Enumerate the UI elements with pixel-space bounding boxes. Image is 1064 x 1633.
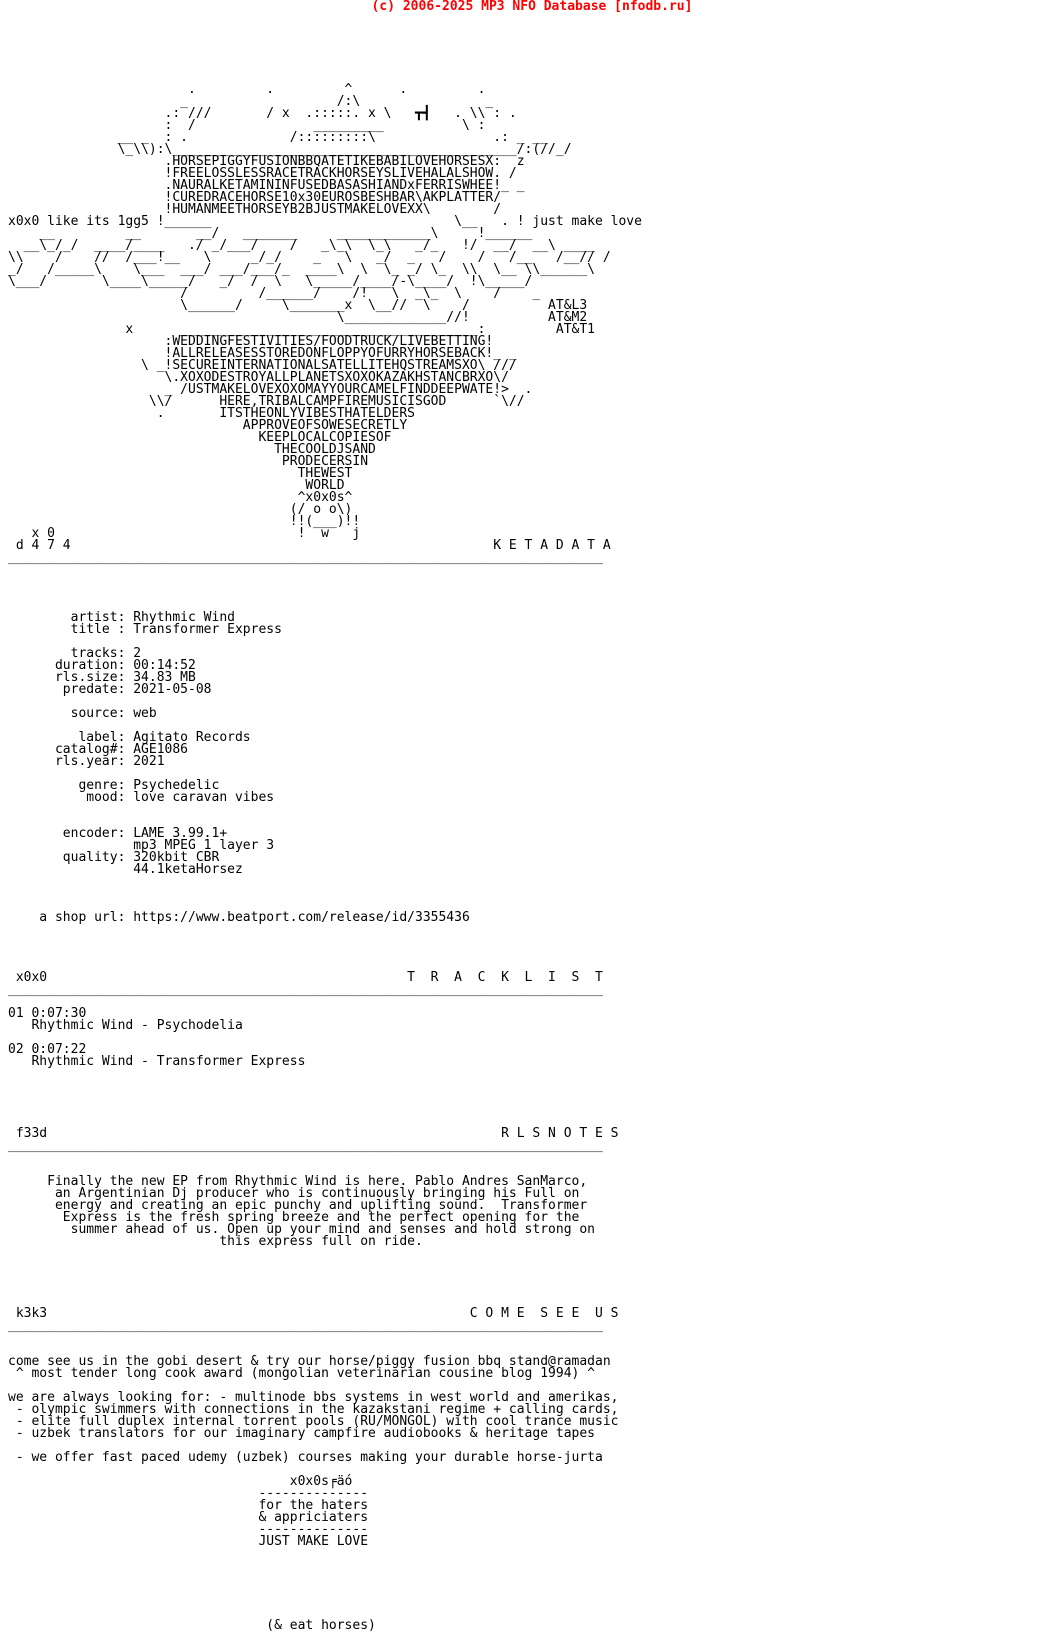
nfo-line: mp3 MPEG 1 layer 3 [8,838,275,853]
nfo-line: summer ahead of us. Open up your mind and senses and hold strong on [8,1222,595,1237]
nfo-line: JUST MAKE LOVE [8,1534,369,1549]
nfo-line: & appriciaters [8,1510,369,1525]
nfo-line: !CUREDRACEHORSE10x30EUROSBESHBAR\AKPLATTER/ [8,190,502,205]
nfo-line: KEEPLOCALCOPIESOF [8,430,392,445]
nfo-line: ^ most tender long cook award (mongolian veterinarian cousine blog 1994) ^ [8,1366,595,1381]
nfo-line: predate: 2021-05-08 [8,682,212,697]
nfo-line: x0x0 T R A C K L I S T [8,970,603,985]
nfo-line: catalog#: AGE1086 [8,742,189,757]
nfo-line: x0x0 like its 1gg5 !______ \__ . ! just make love [8,214,642,229]
nfo-line: ____________________________________________________________________________ [8,1318,603,1333]
nfo-line: / /______/ /! \ _\_ \ / _ [8,286,541,301]
nfo-line: rls.size: 34.83 MB [8,670,196,685]
nfo-line: Rhythmic Wind - Transformer Express [8,1054,306,1069]
nfo-line: quality: 320kbit CBR [8,850,220,865]
nfo-line: encoder: LAME 3.99.1+ [8,826,228,841]
nfo-line: ____________________________________________________________________________ [8,1138,603,1153]
nfo-line: .NAURALKETAMININFUSEDBASASHIANDxFERRISWHEE!_ _ [8,178,525,193]
nfo-line: (& eat horses) [8,1618,376,1633]
nfo-line: _ /:\ _ [8,94,494,109]
nfo-line: !HUMANMEETHORSEYB2BJUSTMAKELOVEXX\ / [8,202,502,217]
nfo-line: x0x0s╒äó [8,1474,353,1489]
nfo-line: APPROVEOFSOWESECRETLY [8,418,408,433]
nfo-line: this express full on ride. [8,1234,423,1249]
nfo-line: \_____________//! AT&M2 [8,310,588,325]
nfo-line: !ALLRELEASESSTOREDONFLOPPYOFURRYHORSEBACK!_ _ [8,346,517,361]
nfo-line: \_\\):\____________________________________________/:(//_/ [8,142,572,157]
nfo-line: \\ / // /___!__ \ _/_/ _ \ _/ _ / / /__ /__// / [8,250,611,265]
nfo-line: title : Transformer Express [8,622,282,637]
nfo-line: _/ /_____\ \___ ___/ ___/___/_ ____\ \ \_ _/ \_ \\ \__ \\______\ [8,262,595,277]
nfo-text [8,84,642,1632]
nfo-line: __\_/_/ ____/____ ./ _/___/ / _\_\ \_\ _/_ !/ __/ __\ ____ [8,238,595,253]
nfo-line: __ _ : . /:::::::::\ .: _ __ [8,130,549,145]
nfo-line: -------------- [8,1486,369,1501]
nfo-line: x 0 ! w j [8,526,361,541]
nfo-line: (/ o o\) [8,502,353,517]
nfo-line: genre: Psychedelic [8,778,220,793]
nfo-line: .: /// / x .:::::. x \ ┳┫ . \\ : . [8,106,517,121]
nfo-line: mood: love caravan vibes [8,790,275,805]
nfo-line: k3k3 C O M E S E E U S [8,1306,619,1321]
nfo-line: come see us in the gobi desert & try our horse/piggy fusion bbq stand@ramadan [8,1354,611,1369]
nfo-line: label: Agitato Records [8,730,251,745]
nfo-line: PRODECERSIN [8,454,369,469]
nfo-line: ____________________________________________________________________________ [8,550,603,565]
nfo-line: artist: Rhythmic Wind [8,610,235,625]
nfo-line: f33d R L S N O T E S [8,1126,619,1141]
site-header: (c) 2006-2025 MP3 NFO Database [nfodb.ru] [371,0,693,14]
nfo-line: duration: 00:14:52 [8,658,196,673]
nfo-line: \.XOXODESTROYALLPLANETSXOXOKAZAKHSTANCBRXO\/ [8,370,509,385]
nfo-line: 01 0:07:30 [8,1006,87,1021]
nfo-line: Finally the new EP from Rhythmic Wind is here. Pablo Andres SanMarco, [8,1174,588,1189]
nfo-line: - uzbek translators for our imaginary campfire audiobooks & heritage tapes [8,1426,595,1441]
nfo-line: Express is the fresh spring breeze and the perfect opening for the [8,1210,580,1225]
nfo-line: d 4 7 4 K E T A D A T A [8,538,611,553]
nfo-line: a shop url: https://www.beatport.com/release/id/3355436 [8,910,470,925]
nfo-line: .HORSEPIGGYFUSIONBBQATETIKEBABILOVEHORSESX: z [8,154,525,169]
nfo-line: __ __ __/ _______ ____________\ !______ [8,226,533,241]
nfo-line: 44.1ketaHorsez [8,862,243,877]
nfo-line: - elite full duplex internal torrent pools (RU/MONGOL) with cool trance music [8,1414,619,1429]
nfo-line: 02 0:07:22 [8,1042,87,1057]
nfo-line: \\/ HERE,TRIBALCAMPFIREMUSICISGOD `\// [8,394,525,409]
nfo-line: THECOOLDJSAND [8,442,376,457]
nfo-line: . . ^ . . [8,82,486,97]
nfo-line: \___/ \____\_____/ _/ / \ \_____/____/-\____/ !\_____/ [8,274,533,289]
nfo-line: rls.year: 2021 [8,754,165,769]
nfo-line: \______/ \_______x \__// \ / AT&L3 [8,298,588,313]
nfo-line: :WEDDINGFESTIVITIES/FOODTRUCK/LIVEBETTING! [8,334,494,349]
nfo-line: we are always looking for: - multinode bbs systems in west world and amerikas, [8,1390,619,1405]
nfo-line: ^x0x0s^ [8,490,353,505]
nfo-line: - olympic swimmers with connections in the kazakstani regime + calling cards, [8,1402,619,1417]
nfo-line: x ______________________________________: AT&T1 [8,322,595,337]
nfo-line: tracks: 2 [8,646,142,661]
nfo-line: WORLD [8,478,345,493]
nfo-line: \ _!SECUREINTERNATIONALSATELLITEHQSTREAMSXO\ /// [8,358,517,373]
nfo-line: !!(___)!! [8,514,361,529]
nfo-line: !FREELOSSLESSRACETRACKHORSEYSLIVEHALALSHOW. / [8,166,517,181]
nfo-line: an Argentinian Dj producer who is continuously bringing his Full on [8,1186,580,1201]
nfo-line: : / _________ \ : [8,118,486,133]
nfo-line: THEWEST [8,466,353,481]
nfo-line: source: web [8,706,157,721]
nfo-line: for the haters [8,1498,369,1513]
nfo-line: . ITSTHEONLYVIBESTHATELDERS [8,406,415,421]
nfo-line: -------------- [8,1522,369,1537]
nfo-line: - we offer fast paced udemy (uzbek) courses making your durable horse-jurta [8,1450,603,1465]
nfo-line: energy and creating an epic punchy and uplifting sound. Transformer [8,1198,588,1213]
nfo-line: Rhythmic Wind - Psychodelia [8,1018,243,1033]
nfo-line: ____________________________________________________________________________ [8,982,603,997]
nfo-line: _ /USTMAKELOVEXOXOMAYYOURCAMELFINDDEEPWATE!> . [8,382,533,397]
